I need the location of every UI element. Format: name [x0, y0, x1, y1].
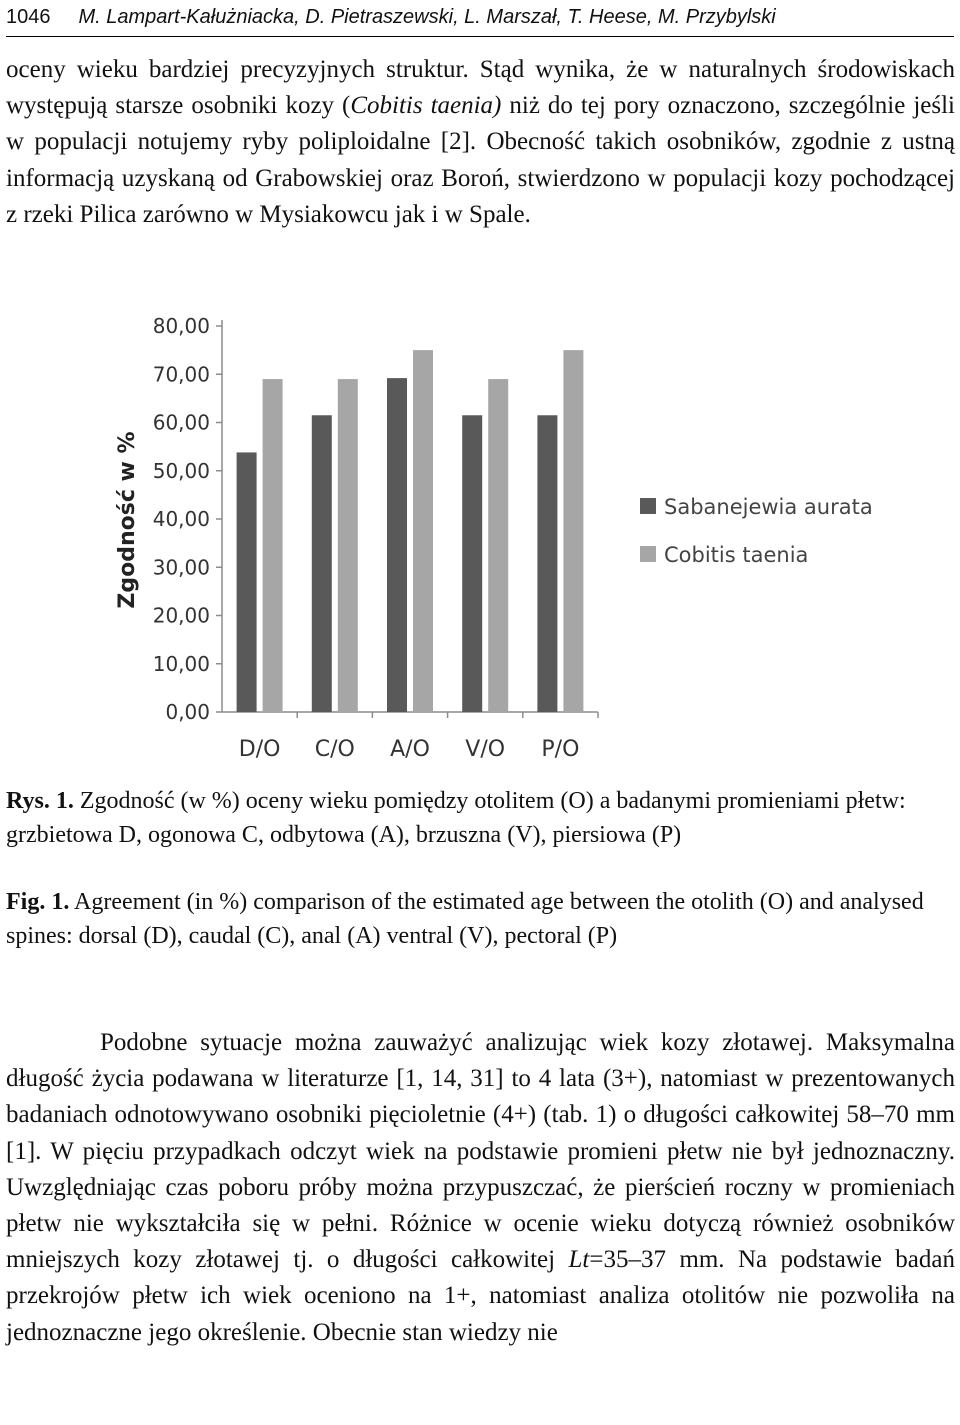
bar-VO-series-1 [462, 415, 482, 712]
y-tick-label: 20,00 [152, 603, 210, 628]
caption-pl-text: Zgodność (w %) oceny wieku pomiędzy otolitem (O) a badanymi promieniami płetw: grzbietowa D, ogonowa C, odbytowa (A), brzuszna (V), piersiowa (P) [6, 788, 906, 848]
paragraph-1-text-b: niż do tej pory oznaczono, szczególnie jeśli w populacji notujemy ryby poliploidalne [2]. Obecność takich osobników, zgodnie z ustną informacją uzyskaną od Grabowskiej oraz Boroń, stwierdzono w populacji kozy pochodzącej z rzeki Pilica zarówno w Mysiakowcu jak i w Spale. [6, 92, 955, 228]
y-tick-label: 10,00 [152, 651, 210, 676]
y-tick-label: 40,00 [152, 507, 210, 531]
y-tick-label: 70,00 [152, 362, 210, 387]
caption-en-text: Agreement (in %) comparison of the estimated age between the otolith (O) and analysed spines: dorsal (D), caudal (C), anal (A) ventral (V), pectoral (P) [6, 889, 924, 949]
legend-swatch [640, 498, 656, 514]
lt-symbol: Lt [568, 1246, 590, 1274]
y-tick-label: 80,00 [152, 314, 210, 338]
bar-chart [0, 300, 960, 770]
bar-CO-series-2 [338, 379, 358, 712]
paragraph-2-text-a: Podobne sytuacje można zauważyć analizując wiek kozy złotawej. Maksymalna długość życia podawana w literaturze [1, 14, 31] to 4 lata (3+), natomiast w prezentowanych badaniach odnotowywano osobniki pięcioletnie (4+) (tab. 1) o długości całkowitej 58–70 mm [1]. W pięciu przypadkach odczyt wiek na podstawie promieni płetw nie był jednoznaczny. Uwzględniając czas poboru próby można przypuszczać, że pierścień roczny w promieniach płetw nie wykształciła się w pełni. Różnice w ocenie wieku dotyczą również osobników mniejszych kozy złotawej tj. o długości całkowitej [6, 1029, 955, 1274]
figure-caption-en [6, 886, 955, 953]
bar-DO-series-1 [237, 452, 257, 712]
page-number: 1046 [6, 6, 51, 28]
bar-CO-series-1 [312, 415, 332, 712]
paragraph-2-text-b: =35–37 mm. Na podstawie badań przekrojów płetw ich wiek oceniono na 1+, natomiast analiza otolitów nie pozwoliła na jednoznaczne jego określenie. Obecnie stan wiedzy nie [6, 1246, 956, 1346]
x-tick-label: C/O [314, 737, 355, 762]
y-tick-label: 60,00 [152, 410, 210, 435]
paragraph-1 [6, 52, 955, 233]
legend-label: Cobitis taenia [664, 543, 809, 567]
bar-PO-series-2 [563, 350, 583, 712]
x-tick-label: D/O [238, 737, 281, 762]
caption-pl-label: Rys. 1. [6, 788, 74, 814]
chart-plot-area [153, 314, 873, 762]
x-tick-label: P/O [541, 737, 580, 762]
bar-PO-series-1 [537, 415, 557, 712]
figure-caption-pl [6, 785, 955, 852]
x-tick-label: A/O [390, 737, 430, 762]
header-authors: M. Lampart-Kałużniacka, D. Pietraszewski, L. Marszał, T. Heese, M. Przybylski [78, 6, 776, 28]
paragraph-2 [6, 1025, 955, 1351]
y-tick-label: 0,00 [165, 700, 210, 724]
bar-DO-series-2 [263, 379, 283, 712]
legend-label: Sabanejewia aurata [664, 495, 873, 519]
bar-AO-series-1 [387, 378, 407, 712]
x-tick-label: V/O [465, 737, 506, 762]
y-tick-label: 30,00 [152, 555, 210, 580]
bar-AO-series-2 [413, 350, 433, 712]
caption-en-label: Fig. 1. [6, 889, 70, 915]
species-name: Cobitis taenia) [350, 92, 502, 120]
y-axis-label: Zgodność w % [115, 431, 140, 609]
y-tick-label: 50,00 [152, 458, 210, 483]
bar-VO-series-2 [488, 379, 508, 712]
paragraph-1-text-a: oceny wieku bardziej precyzyjnych struktur. Stąd wynika, że w naturalnych środowiskach występują starsze osobniki kozy ( [6, 56, 955, 120]
legend-swatch [640, 546, 656, 562]
running-header [6, 2, 954, 37]
